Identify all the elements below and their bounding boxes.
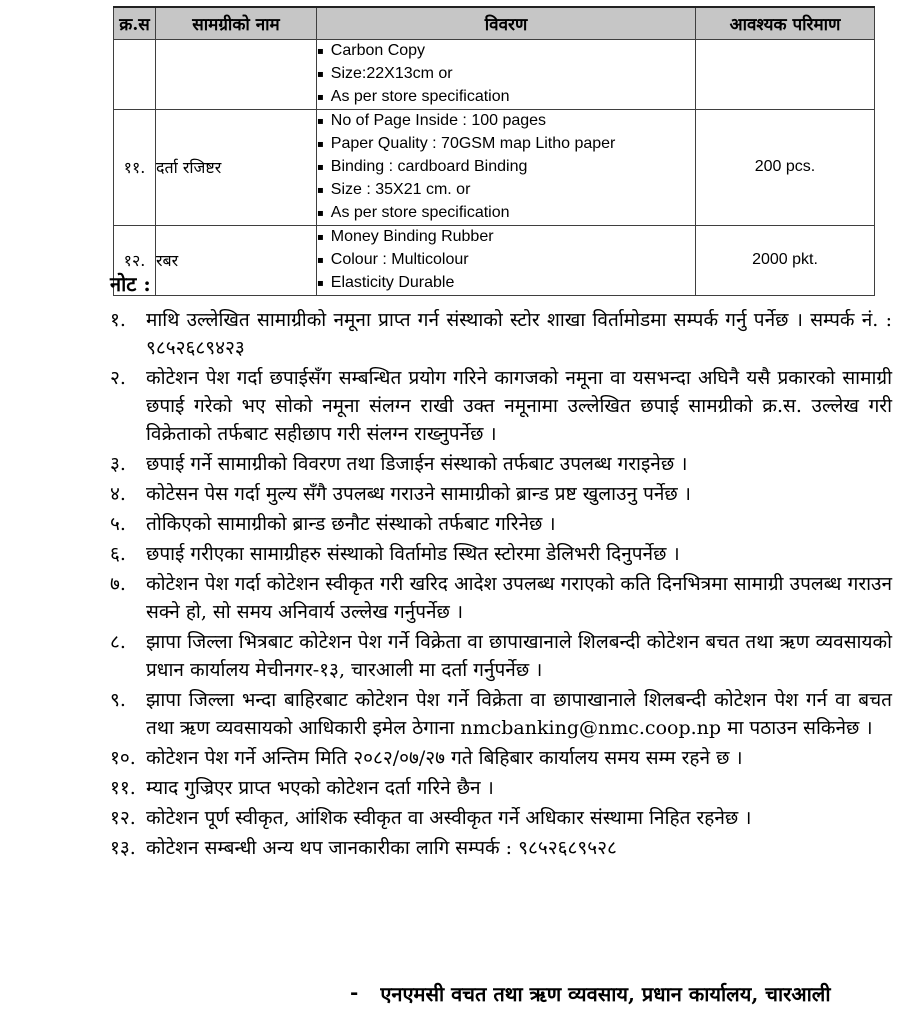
note-number: ११. bbox=[110, 777, 136, 799]
cell-material-name: रबर bbox=[156, 225, 317, 295]
square-bullet-icon: ▪ bbox=[317, 115, 324, 127]
note-item bbox=[110, 570, 892, 626]
col-header-serial: क्र.स bbox=[114, 7, 156, 39]
note-number: ३. bbox=[110, 453, 126, 475]
cell-serial: १२. bbox=[114, 225, 156, 295]
note-item bbox=[110, 510, 892, 538]
cell-serial: ११. bbox=[114, 109, 156, 225]
description-line bbox=[317, 202, 695, 225]
description-text: No of Page Inside : 100 pages bbox=[330, 111, 547, 129]
description-text: Size : 35X21 cm. or bbox=[330, 180, 471, 198]
note-item bbox=[110, 540, 892, 568]
note-text: तोकिएको सामाग्रीको ब्रान्ड छनौट संस्थाको तर्फबाट गरिनेछ । bbox=[146, 513, 556, 535]
note-number: १३. bbox=[110, 837, 136, 859]
note-text: कोटेशन पेश गर्ने अन्तिम मिति २०८२/०७/२७ गते बिहिबार कार्यालय समय सम्म रहने छ । bbox=[146, 747, 743, 769]
note-item bbox=[110, 480, 892, 508]
note-number: १०. bbox=[110, 747, 136, 769]
cell-material-name bbox=[156, 39, 317, 109]
square-bullet-icon: ▪ bbox=[317, 231, 324, 243]
note-number: १२. bbox=[110, 807, 136, 829]
description-line bbox=[317, 40, 695, 63]
cell-quantity bbox=[696, 39, 875, 109]
note-text: कोटेसन पेस गर्दा मुल्य सँगै उपलब्ध गराउने सामाग्रीको ब्रान्ड प्रष्ट खुलाउनु पर्नेछ । bbox=[146, 483, 691, 505]
square-bullet-icon: ▪ bbox=[317, 184, 324, 196]
cell-quantity: 2000 pkt. bbox=[696, 225, 875, 295]
description-line bbox=[317, 226, 695, 249]
cell-serial bbox=[114, 39, 156, 109]
note-item bbox=[110, 686, 892, 742]
note-item bbox=[110, 774, 892, 802]
description-text: Colour : Multicolour bbox=[330, 250, 469, 268]
cell-description bbox=[317, 39, 696, 109]
note-text: झापा जिल्ला भित्रबाट कोटेशन पेश गर्ने विक्रेता वा छापाखानाले शिलबन्दी कोटेशन बचत तथा ऋण व्यवसायको प्रधान कार्यालय मेचीनगर-१३, चारआली मा दर्ता गर्नुपर्नेछ । bbox=[146, 631, 892, 681]
square-bullet-icon: ▪ bbox=[317, 207, 324, 219]
note-text: कोटेशन पूर्ण स्वीकृत, आंशिक स्वीकृत वा अस्वीकृत गर्ने अधिकार संस्थामा निहित रहनेछ । bbox=[146, 807, 752, 829]
note-item bbox=[110, 628, 892, 684]
note-number: ८. bbox=[110, 631, 126, 653]
square-bullet-icon: ▪ bbox=[317, 161, 324, 173]
note-number: ४. bbox=[110, 483, 126, 505]
square-bullet-icon: ▪ bbox=[317, 45, 324, 57]
table-header-row bbox=[114, 7, 875, 39]
note-text: कोटेशन सम्बन्धी अन्य थप जानकारीका लागि सम्पर्क : ९८५२६८९५२८ bbox=[146, 837, 617, 859]
square-bullet-icon: ▪ bbox=[317, 91, 324, 103]
note-item bbox=[110, 804, 892, 832]
note-number: ५. bbox=[110, 513, 126, 535]
cell-material-name: दर्ता रजिष्टर bbox=[156, 109, 317, 225]
description-text: Elasticity Durable bbox=[330, 273, 455, 291]
col-header-required-quantity: आवश्यक परिमाण bbox=[696, 7, 875, 39]
table-row bbox=[114, 39, 875, 109]
note-item bbox=[110, 306, 892, 362]
description-line bbox=[317, 179, 695, 202]
square-bullet-icon: ▪ bbox=[317, 138, 324, 150]
table-row bbox=[114, 109, 875, 225]
notes-section bbox=[110, 270, 892, 864]
description-line bbox=[317, 133, 695, 156]
note-text: झापा जिल्ला भन्दा बाहिरबाट कोटेशन पेश गर्ने विक्रेता वा छापाखानाले शिलबन्दी कोटेशन पेश गर्न वा बचत तथा ऋण व्यवसायको आधिकारी इमेल ठेगाना nmcbanking@nmc.coop.np मा पठाउन सकिनेछ । bbox=[146, 689, 892, 739]
note-text: कोटेशन पेश गर्दा कोटेशन स्वीकृत गरी खरिद आदेश उपलब्ध गराएको कति दिनभित्रमा सामाग्री उपलब्ध गराउन सक्ने हो, सो समय अनिवार्य उल्लेख गर्नुपर्नेछ । bbox=[146, 573, 892, 623]
cell-description bbox=[317, 109, 696, 225]
description-line bbox=[317, 156, 695, 179]
note-number: ६. bbox=[110, 543, 126, 565]
footer-dash: - bbox=[350, 980, 359, 1004]
description-text: As per store specification bbox=[330, 203, 510, 221]
description-line bbox=[317, 110, 695, 133]
square-bullet-icon: ▪ bbox=[317, 254, 324, 266]
description-text: Size:22X13cm or bbox=[330, 64, 453, 82]
notes-heading: नोट : bbox=[110, 272, 151, 296]
description-text: Binding : cardboard Binding bbox=[330, 157, 528, 175]
description-line bbox=[317, 249, 695, 272]
signature-line bbox=[350, 980, 831, 1007]
note-number: १. bbox=[110, 309, 126, 331]
description-line bbox=[317, 86, 695, 109]
description-text: Paper Quality : 70GSM map Litho paper bbox=[330, 134, 616, 152]
cell-quantity: 200 pcs. bbox=[696, 109, 875, 225]
col-header-material-name: सामग्रीको नाम bbox=[156, 7, 317, 39]
note-item bbox=[110, 450, 892, 478]
footer-organization-text: एनएमसी वचत तथा ऋण व्यवसाय, प्रधान कार्यालय, चारआली bbox=[380, 982, 831, 1006]
note-text: माथि उल्लेखित सामाग्रीको नमूना प्राप्त गर्न संस्थाको स्टोर शाखा विर्तामोडमा सम्पर्क गर्नु पर्नेछ । सम्पर्क नं. : ९८५२६८९४२३ bbox=[146, 309, 892, 359]
note-item bbox=[110, 364, 892, 448]
square-bullet-icon: ▪ bbox=[317, 277, 324, 289]
square-bullet-icon: ▪ bbox=[317, 68, 324, 80]
materials-table bbox=[113, 6, 875, 296]
note-text: कोटेशन पेश गर्दा छपाईसँग सम्बन्धित प्रयोग गरिने कागजको नमूना वा यसभन्दा अघिनै यसै प्रकारको सामाग्री छपाई गरेको भए सोको नमूना संलग्न राखी उक्त नमूनामा उल्लेखित छपाई सामग्रीको क्र.स. उल्लेख गरी विक्रेताको तर्फबाट सहीछाप गरी संलग्न राख्नुपर्नेछ । bbox=[146, 367, 892, 445]
note-item bbox=[110, 834, 892, 862]
description-text: As per store specification bbox=[330, 87, 510, 105]
note-text: म्याद गुज्रिएर प्राप्त भएको कोटेशन दर्ता गरिने छैन । bbox=[146, 777, 494, 799]
description-line bbox=[317, 63, 695, 86]
note-item bbox=[110, 744, 892, 772]
note-text: छपाई गरीएका सामाग्रीहरु संस्थाको विर्तामोड स्थित स्टोरमा डेलिभरी दिनुपर्नेछ । bbox=[146, 543, 680, 565]
description-text: Money Binding Rubber bbox=[330, 227, 494, 245]
description-text: Carbon Copy bbox=[330, 41, 426, 59]
note-text: छपाई गर्ने सामाग्रीको विवरण तथा डिजाईन संस्थाको तर्फबाट उपलब्ध गराइनेछ । bbox=[146, 453, 688, 475]
note-number: ७. bbox=[110, 573, 126, 595]
note-number: ९. bbox=[110, 689, 126, 711]
note-number: २. bbox=[110, 367, 126, 389]
col-header-description: विवरण bbox=[317, 7, 696, 39]
